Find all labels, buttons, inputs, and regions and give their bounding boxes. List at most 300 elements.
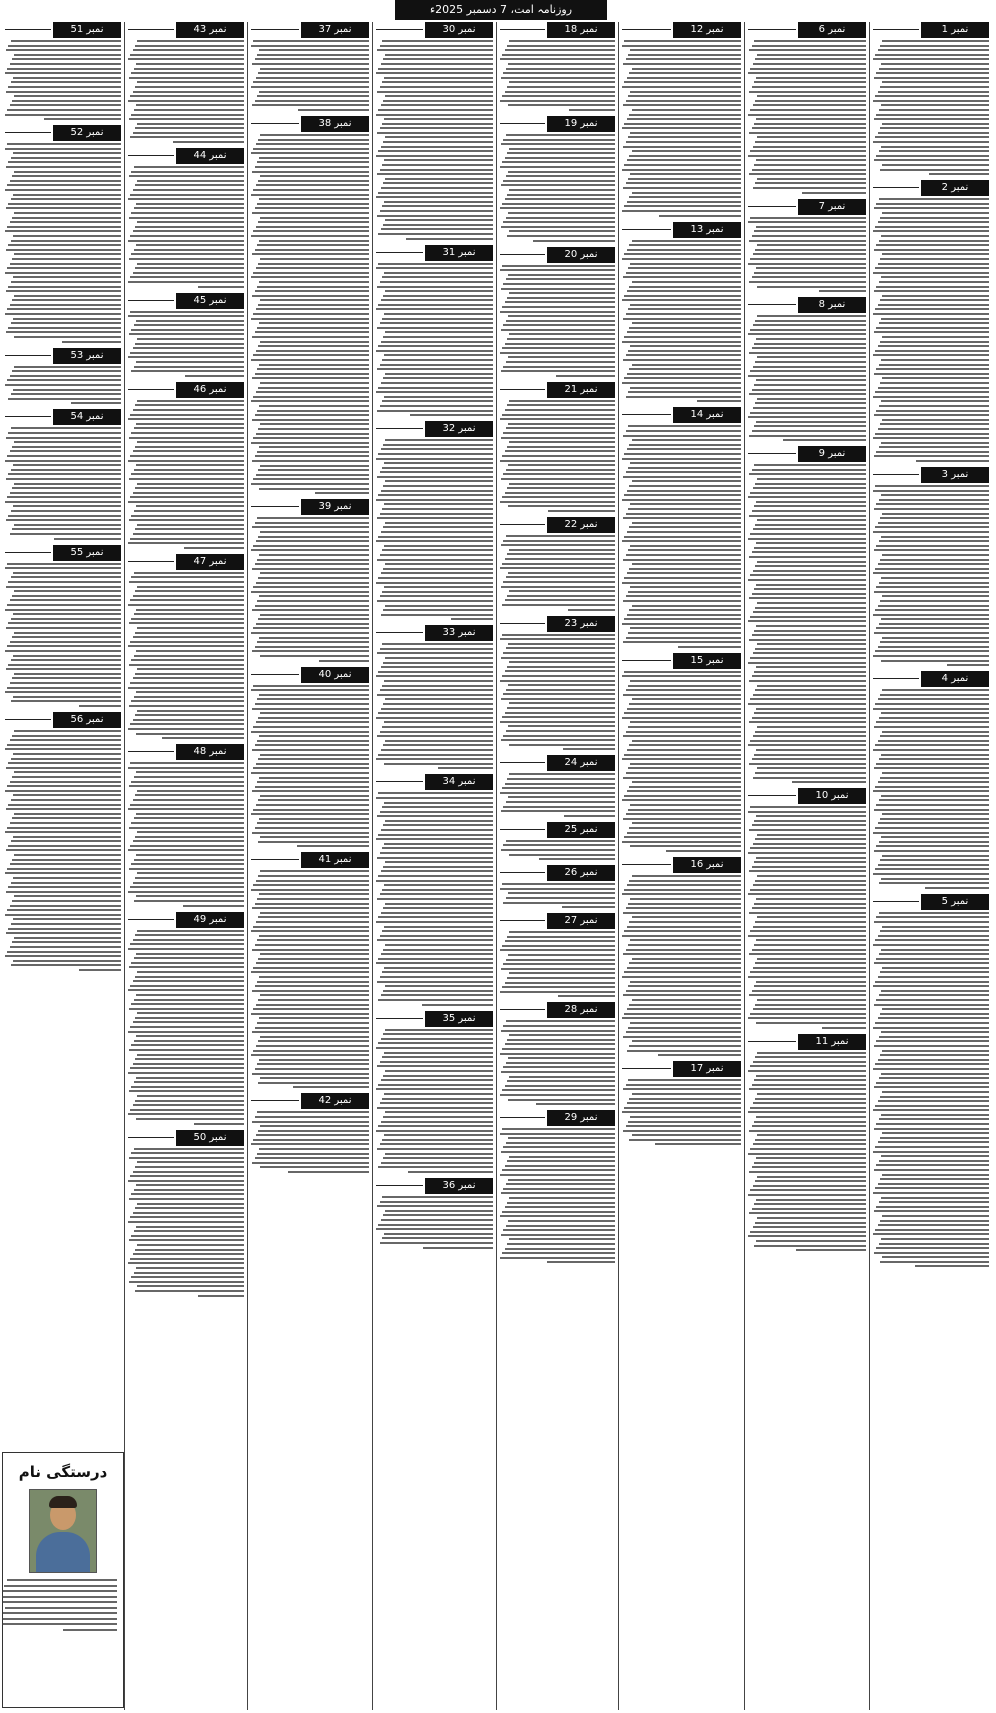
text-line (873, 1109, 989, 1111)
text-line (874, 962, 989, 964)
text-line (255, 646, 369, 648)
text-line (873, 230, 989, 232)
text-line (252, 63, 369, 65)
text-line (874, 1252, 989, 1254)
text-line (136, 771, 244, 773)
text-line (755, 689, 866, 691)
text-line (136, 1184, 244, 1186)
text-line (133, 840, 244, 842)
text-line (377, 735, 493, 737)
text-line (257, 54, 369, 56)
text-line (749, 829, 866, 831)
text-line (10, 599, 121, 601)
text-line (130, 352, 244, 354)
text-line (380, 281, 493, 283)
text-line (135, 794, 244, 796)
text-line (632, 150, 741, 152)
notice-header (128, 554, 244, 570)
text-line (258, 345, 369, 347)
text-line (629, 703, 741, 705)
text-line (137, 123, 244, 125)
text-line (129, 868, 244, 870)
text-line (5, 148, 121, 150)
text-line (623, 1130, 741, 1132)
text-line (749, 994, 866, 996)
text-line (756, 981, 866, 983)
text-line (882, 1132, 989, 1134)
text-line (622, 1111, 741, 1113)
text-line (882, 1008, 989, 1010)
text-line (137, 524, 244, 526)
text-line (509, 148, 615, 150)
text-line (506, 1183, 615, 1185)
text-line (629, 114, 741, 116)
text-line (383, 58, 493, 60)
text-line (129, 1281, 244, 1283)
notice-number-label: نمبر 16 (673, 857, 741, 873)
text-line (874, 508, 989, 510)
text-line (756, 1157, 866, 1159)
text-line (135, 528, 244, 530)
text-line (128, 356, 244, 358)
text-line (256, 962, 369, 964)
text-line (879, 717, 989, 719)
text-line (11, 576, 121, 578)
text-line (627, 77, 741, 79)
text-line (874, 1045, 989, 1047)
text-line (622, 675, 741, 677)
text-line (622, 341, 741, 343)
text-line (748, 893, 866, 895)
text-line (503, 324, 615, 326)
text-line (874, 414, 989, 416)
text-line (753, 407, 866, 409)
text-line (502, 563, 615, 565)
text-line (749, 1212, 866, 1214)
text-line (880, 517, 989, 519)
header-rule (376, 29, 423, 30)
text-line (756, 226, 866, 228)
notice-body (500, 400, 615, 512)
text-line (630, 680, 741, 682)
text-line (875, 609, 989, 611)
text-line (137, 1054, 244, 1056)
header-rule (128, 1137, 174, 1138)
text-line (506, 68, 615, 70)
text-line (879, 198, 989, 200)
text-line (130, 1067, 244, 1069)
text-line (879, 882, 989, 884)
notice-header (5, 125, 121, 141)
text-line (451, 618, 493, 620)
notice-item (500, 382, 615, 512)
text-line (256, 308, 369, 310)
text-line (626, 1031, 741, 1033)
text-line (506, 175, 615, 177)
text-line (505, 558, 615, 560)
text-line (757, 834, 866, 836)
text-line (501, 1030, 615, 1032)
text-line (880, 694, 989, 696)
text-line (873, 832, 989, 834)
text-line (502, 95, 615, 97)
text-line (136, 63, 244, 65)
notice-item (500, 116, 615, 242)
notice-body (500, 1128, 615, 1263)
text-line (128, 989, 244, 991)
text-line (255, 373, 369, 375)
header-rule (748, 795, 796, 796)
notice-body (5, 730, 121, 971)
text-line (505, 49, 615, 51)
text-line (381, 187, 493, 189)
text-line (876, 155, 989, 157)
text-line (378, 577, 493, 579)
text-line (128, 281, 244, 283)
notice-number-label: نمبر 55 (53, 545, 121, 561)
text-line (882, 967, 989, 969)
header-rule (251, 29, 299, 30)
text-line (748, 1017, 866, 1019)
text-line (383, 141, 493, 143)
text-line (377, 368, 493, 370)
notice-item (622, 653, 741, 852)
text-line (377, 981, 493, 983)
text-line (376, 308, 493, 310)
text-line (380, 210, 493, 212)
notice-header (622, 222, 741, 238)
header-rule (5, 416, 51, 417)
text-line (382, 549, 493, 551)
text-line (257, 600, 369, 602)
text-line (748, 538, 866, 540)
text-line (624, 205, 741, 207)
text-line (13, 572, 121, 574)
text-line (506, 278, 615, 280)
text-line (748, 496, 866, 498)
text-line (11, 618, 121, 620)
text-line (501, 478, 615, 480)
text-line (10, 180, 121, 182)
header-rule (500, 1009, 545, 1010)
text-line (128, 1262, 244, 1264)
text-line (748, 579, 866, 581)
text-line (503, 1066, 615, 1068)
text-line (882, 212, 989, 214)
text-line (752, 551, 866, 553)
notice-number-label: نمبر 44 (176, 148, 244, 164)
text-line (629, 880, 741, 882)
text-line (129, 217, 244, 219)
text-line (255, 944, 369, 946)
text-line (632, 192, 741, 194)
text-line (916, 460, 989, 462)
text-line (628, 95, 741, 97)
notice-body (376, 792, 493, 1005)
text-line (507, 404, 615, 406)
name-correction-text (3, 1579, 123, 1631)
text-line (627, 531, 741, 533)
text-line (260, 712, 369, 714)
text-line (253, 586, 369, 588)
text-line (878, 935, 989, 937)
text-line (755, 1098, 866, 1100)
text-line (754, 425, 866, 427)
notice-number-label: نمبر 20 (547, 247, 615, 263)
text-line (376, 1228, 493, 1230)
text-line (752, 1166, 866, 1168)
text-line (257, 781, 369, 783)
header-rule (500, 920, 545, 921)
text-line (622, 86, 741, 88)
text-line (874, 591, 989, 593)
text-line (874, 159, 989, 161)
text-line (8, 86, 121, 88)
text-line (260, 795, 369, 797)
text-line (377, 91, 493, 93)
text-line (260, 1036, 369, 1038)
text-line (629, 744, 741, 746)
notice-item (500, 1002, 615, 1105)
text-line (629, 286, 741, 288)
header-rule (376, 428, 423, 429)
text-line (377, 132, 493, 134)
notice-body (500, 1020, 615, 1105)
text-line (135, 1249, 244, 1251)
text-line (258, 72, 369, 74)
notice-number-label: نمبر 31 (425, 245, 493, 261)
text-line (876, 244, 989, 246)
text-line (135, 934, 244, 936)
text-line (752, 634, 866, 636)
text-line (12, 217, 121, 219)
text-line (258, 1130, 369, 1132)
notice-number-label: نمبر 53 (53, 348, 121, 364)
text-line (502, 1252, 615, 1254)
text-line (13, 794, 121, 796)
text-line (755, 607, 866, 609)
text-line (507, 1160, 615, 1162)
text-line (12, 528, 121, 530)
text-line (5, 460, 121, 462)
text-line (749, 1130, 866, 1132)
text-line (509, 333, 615, 335)
text-line (8, 886, 121, 888)
text-line (630, 49, 741, 51)
text-line (750, 740, 866, 742)
text-line (505, 343, 615, 345)
text-line (880, 641, 989, 643)
text-line (259, 1148, 369, 1150)
text-line (500, 1257, 615, 1259)
text-line (12, 446, 121, 448)
text-line (632, 364, 741, 366)
name-correction-notice (2, 1452, 124, 1708)
text-line (876, 203, 989, 205)
text-line (756, 159, 866, 161)
text-line (876, 327, 989, 329)
text-line (754, 384, 866, 386)
text-line (376, 758, 493, 760)
header-rule (251, 859, 299, 860)
text-line (878, 740, 989, 742)
text-line (380, 648, 493, 650)
text-line (257, 1063, 369, 1065)
text-line (5, 189, 121, 191)
text-line (136, 244, 244, 246)
text-line (10, 104, 121, 106)
text-line (12, 370, 121, 372)
text-line (134, 1272, 244, 1274)
text-line (135, 343, 244, 345)
text-line (8, 581, 121, 583)
text-line (632, 480, 741, 482)
notice-item (873, 671, 989, 889)
text-line (622, 1017, 741, 1019)
text-line (622, 540, 741, 542)
text-line (802, 192, 866, 194)
text-line (130, 235, 244, 237)
text-line (881, 235, 989, 237)
text-line (14, 295, 121, 297)
text-line (382, 643, 493, 645)
text-line (506, 897, 615, 899)
text-line (10, 492, 121, 494)
header-rule (128, 155, 174, 156)
text-line (381, 829, 493, 831)
text-line (627, 159, 741, 161)
text-line (381, 614, 493, 616)
text-line (881, 1155, 989, 1157)
text-line (627, 572, 741, 574)
text-line (258, 999, 369, 1001)
text-line (505, 157, 615, 159)
text-line (384, 721, 493, 723)
text-line (11, 840, 121, 842)
text-line (252, 708, 369, 710)
text-line (632, 563, 741, 565)
notice-item (500, 913, 615, 997)
text-line (626, 1125, 741, 1127)
text-line (624, 40, 741, 42)
notice-body (500, 840, 615, 860)
text-line (755, 483, 866, 485)
header-rule (376, 1018, 423, 1019)
text-line (381, 666, 493, 668)
notice-header (500, 616, 615, 632)
notice-number-label: نمبر 43 (176, 22, 244, 38)
notice-header (251, 499, 369, 515)
text-line (257, 1153, 369, 1155)
notice-item (5, 22, 121, 120)
text-line (623, 641, 741, 643)
text-line (749, 556, 866, 558)
text-line (137, 710, 244, 712)
notice-body (128, 572, 244, 739)
text-line (627, 290, 741, 292)
text-line (501, 329, 615, 331)
text-line (756, 338, 866, 340)
text-line (756, 898, 866, 900)
text-line (385, 1111, 493, 1113)
text-line (136, 423, 244, 425)
text-line (754, 944, 866, 946)
text-line (256, 540, 369, 542)
text-line (507, 977, 615, 979)
notice-header (500, 22, 615, 38)
text-line (11, 157, 121, 159)
text-line (500, 207, 615, 209)
text-line (251, 86, 369, 88)
text-line (253, 396, 369, 398)
text-line (377, 476, 493, 478)
text-line (750, 1013, 866, 1015)
text-line (11, 322, 121, 324)
text-line (251, 549, 369, 551)
text-line (8, 515, 121, 517)
text-line (134, 1189, 244, 1191)
text-line (629, 444, 741, 446)
notice-number-label: نمبر 7 (798, 199, 866, 215)
text-line (509, 773, 615, 775)
text-line (256, 880, 369, 882)
text-line (258, 875, 369, 877)
text-line (384, 843, 493, 845)
text-line (754, 1203, 866, 1205)
notice-body (500, 634, 615, 751)
text-line (500, 991, 615, 993)
text-line (628, 632, 741, 634)
text-line (753, 187, 866, 189)
text-line (880, 258, 989, 260)
text-line (173, 141, 244, 143)
text-line (629, 1098, 741, 1100)
text-line (507, 86, 615, 88)
text-line (628, 54, 741, 56)
text-line (754, 820, 866, 822)
text-line (632, 240, 741, 242)
text-line (10, 739, 121, 741)
text-line (753, 652, 866, 654)
text-line (260, 341, 369, 343)
text-line (876, 916, 989, 918)
header-rule (500, 829, 545, 830)
text-line (130, 845, 244, 847)
text-line (622, 499, 741, 501)
text-line (752, 430, 866, 432)
text-line (382, 318, 493, 320)
text-line (255, 207, 369, 209)
text-line (134, 1081, 244, 1083)
text-line (547, 1261, 615, 1263)
text-line (568, 609, 615, 611)
text-line (874, 77, 989, 79)
notice-item (5, 348, 121, 405)
text-line (257, 1111, 369, 1113)
text-line (755, 1139, 866, 1141)
text-line (380, 852, 493, 854)
text-line (376, 1130, 493, 1132)
text-line (754, 81, 866, 83)
text-line (536, 1103, 615, 1105)
notice-body (376, 263, 493, 417)
text-line (376, 880, 493, 882)
notice-item (128, 1130, 244, 1297)
text-line (259, 976, 369, 978)
notice-header (748, 297, 866, 313)
text-line (129, 1090, 244, 1092)
notice-item (748, 788, 866, 1029)
